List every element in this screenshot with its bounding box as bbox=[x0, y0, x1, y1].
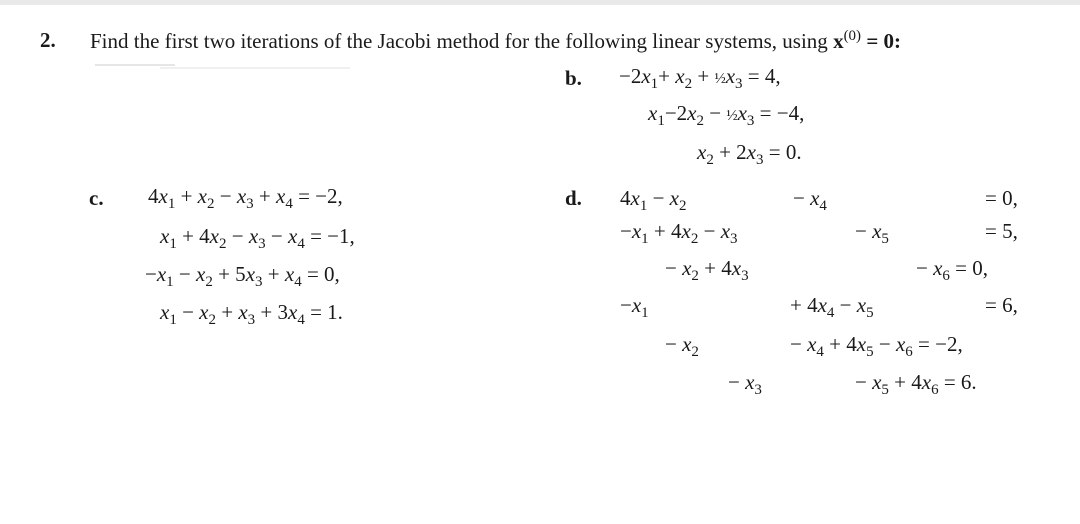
part-d-label: d. bbox=[565, 186, 582, 210]
part-d-row2-term1: $-x_1 + 4x_2 - x_3$ bbox=[620, 219, 738, 248]
part-c-equation-1: $4x_1 + x_2 - x_3 + x_4 = -2$, bbox=[148, 184, 343, 213]
part-d-row3-term1: − $x_2 + 4x_3$ bbox=[665, 256, 749, 285]
part-d-row6-term2: − $x_5 + 4x_6 = 6$. bbox=[855, 370, 977, 399]
scan-mark bbox=[95, 64, 175, 66]
problem-number: 2. bbox=[40, 28, 56, 52]
part-d-row5-term2: − $x_4 + 4x_5 - x_6 = -2$, bbox=[790, 332, 963, 361]
scan-mark bbox=[160, 67, 350, 69]
part-d-row1-term1: $4x_1 - x_2$ bbox=[620, 186, 687, 215]
part-c-equation-4: $x_1 - x_2 + x_3 + 3x_4 = 1$. bbox=[160, 300, 343, 329]
initial-vector: x bbox=[833, 29, 844, 53]
part-c-equation-2: $x_1 + 4x_2 - x_3 - x_4 = -1$, bbox=[160, 224, 355, 253]
statement-text: Find the first two iterations of the Jacobi method for the following linear systems, using bbox=[90, 29, 834, 53]
part-d-row1-term2: − $x_4$ bbox=[793, 186, 827, 215]
part-b-equation-1: $-2x_1+ x_2$ + $\frac{1}{2}x_3 = 4$, bbox=[619, 64, 781, 93]
part-d-row6-term1: − $x_3$ bbox=[728, 370, 762, 399]
part-b-label: b. bbox=[565, 66, 582, 90]
part-b-equation-2: $x_1-2x_2$ − $\frac{1}{2}x_3 = -4$, bbox=[648, 101, 805, 130]
part-d-row2-rhs: = 5, bbox=[985, 219, 1018, 243]
part-d-row4-rhs: = 6, bbox=[985, 293, 1018, 317]
part-d-row2-term2: − $x_5$ bbox=[855, 219, 889, 248]
part-d-row4-term1: $-x_1$ bbox=[620, 293, 649, 322]
part-c-label: c. bbox=[89, 186, 104, 210]
part-c-equation-3: $-x_1 - x_2 + 5x_3 + x_4 = 0$, bbox=[145, 262, 340, 291]
part-d-row1-rhs: = 0, bbox=[985, 186, 1018, 210]
part-b-equation-3: $x_2 + 2x_3 = 0$. bbox=[697, 140, 802, 169]
problem-statement bbox=[90, 28, 901, 54]
initial-value: = 0: bbox=[861, 29, 902, 53]
part-d-row5-term1: − $x_2$ bbox=[665, 332, 699, 361]
top-edge bbox=[0, 0, 1080, 5]
initial-superscript: (0) bbox=[843, 28, 862, 44]
part-d-row4-term2: + $4x_4 - x_5$ bbox=[790, 293, 874, 322]
part-d-row3-term2: − $x_6 = 0$, bbox=[916, 256, 989, 285]
